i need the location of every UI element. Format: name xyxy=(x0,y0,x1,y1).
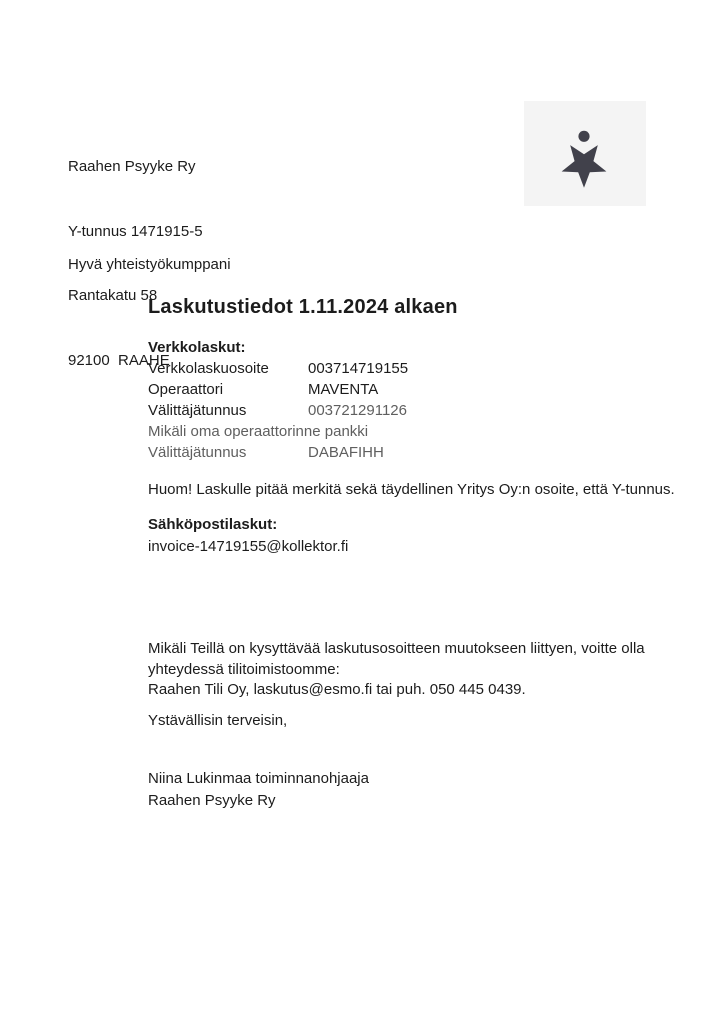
einvoice-row-value: DABAFIHH xyxy=(308,444,384,461)
organization-logo xyxy=(524,101,646,206)
einvoice-row-bank-broker-id xyxy=(148,442,408,463)
einvoice-row-broker-id xyxy=(148,400,408,421)
document-title: Laskutustiedot 1.11.2024 alkaen xyxy=(148,296,458,318)
contact-line-2: yhteydessä tilitoimistoomme: xyxy=(148,660,340,678)
email-invoice-heading: Sähköpostilaskut: xyxy=(148,516,278,533)
notice-line: Huom! Laskulle pitää merkitä sekä täydellinen Yritys Oy:n osoite, että Y-tunnus. xyxy=(148,481,675,498)
signature-organization: Raahen Psyyke Ry xyxy=(148,791,276,809)
einvoice-row-operator xyxy=(148,379,408,400)
signature-name-title: Niina Lukinmaa toiminnanohjaaja xyxy=(148,770,369,787)
einvoice-row-address xyxy=(148,358,408,379)
einvoice-row-value: MAVENTA xyxy=(308,381,379,398)
sender-city: 92100 RAAHE xyxy=(68,351,170,369)
einvoice-heading: Verkkolaskut: xyxy=(148,339,246,356)
einvoice-row-label: Operaattori xyxy=(148,381,224,398)
einvoice-row-value: 003714719155 xyxy=(308,360,409,377)
greeting-line: Hyvä yhteistyökumppani xyxy=(68,256,231,273)
sender-business-id: Y-tunnus 1471915-5 xyxy=(68,222,203,240)
einvoice-row-label: Verkkolaskuosoite xyxy=(148,360,269,377)
einvoice-row-bank-note xyxy=(148,421,408,442)
contact-line-3: Raahen Tili Oy, laskutus@esmo.fi tai puh. 050 445 0439. xyxy=(148,681,526,698)
einvoice-row-label: Mikäli oma operaattorinne pankki xyxy=(148,423,369,440)
contact-line-1: Mikäli Teillä on kysyttävää laskutusosoitteen muutokseen liittyen, voitte olla xyxy=(148,640,645,657)
email-invoice-address: invoice-14719155@kollektor.fi xyxy=(148,538,349,555)
einvoice-section xyxy=(148,337,408,463)
einvoice-row-label: Välittäjätunnus xyxy=(148,444,247,461)
sender-name: Raahen Psyyke Ry xyxy=(68,158,196,175)
email-invoice-section xyxy=(148,514,348,558)
contact-paragraph xyxy=(148,639,645,701)
closing-line: Ystävällisin terveisin, xyxy=(148,712,288,729)
signature-block xyxy=(148,768,369,811)
einvoice-row-value: 003721291126 xyxy=(308,402,407,419)
sender-street: Rantakatu 58 xyxy=(68,287,158,304)
einvoice-row-label: Välittäjätunnus xyxy=(148,402,247,419)
